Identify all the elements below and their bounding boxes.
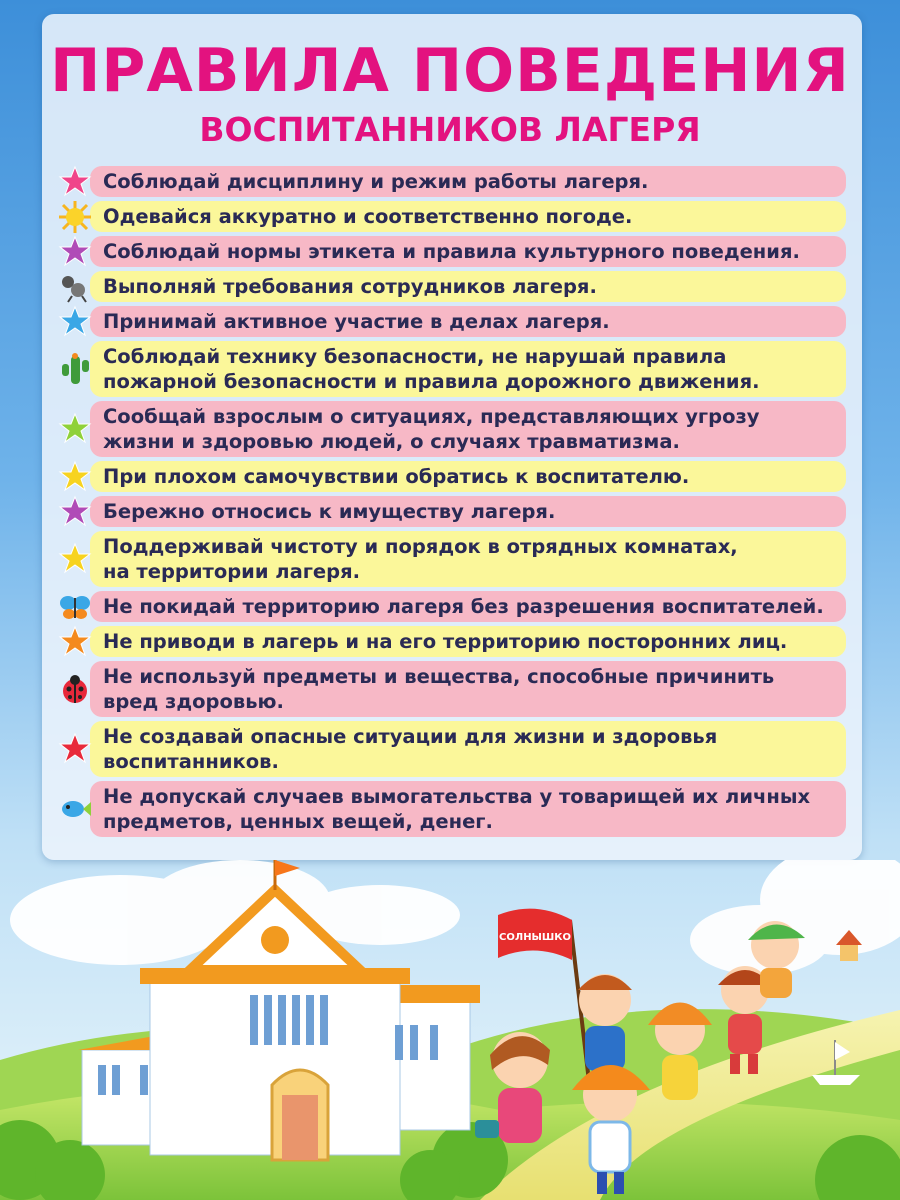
rule-text: Принимай активное участие в делах лагеря. (103, 310, 610, 333)
rule-text: Не покидай территорию лагеря без разрешения воспитателей. (103, 595, 824, 618)
green-star-icon (58, 412, 92, 446)
rule-text: вред здоровью. (103, 690, 284, 713)
rule-item (90, 721, 846, 777)
rule-text: Одевайся аккуратно и соответственно погоде. (103, 205, 633, 228)
rule-text: Не создавай опасные ситуации для жизни и здоровья (103, 725, 718, 748)
rule-item (90, 306, 846, 337)
rule-text: Поддерживай чистоту и порядок в отрядных комнатах, (103, 535, 738, 558)
rule-text: Соблюдай нормы этикета и правила культурного поведения. (103, 240, 800, 263)
rule-text: При плохом самочувствии обратись к воспитателю. (103, 465, 690, 488)
rule-item (90, 271, 846, 302)
yellow-star-icon (58, 542, 92, 576)
rule-text: на территории лагеря. (103, 560, 361, 583)
rule-item (90, 461, 846, 492)
orange-star-icon (58, 625, 92, 659)
purple-star-icon (58, 235, 92, 269)
cactus-icon (58, 352, 92, 386)
rule-text: Не приводи в лагерь и на его территорию посторонних лиц. (103, 630, 788, 653)
ladybug-icon (58, 672, 92, 706)
rule-item (90, 201, 846, 232)
poster-subtitle: ВОСПИТАННИКОВ ЛАГЕРЯ (199, 110, 701, 149)
blue-star-icon (58, 305, 92, 339)
sun-icon (58, 200, 92, 234)
rule-item (90, 496, 846, 527)
butterfly-icon (58, 590, 92, 624)
rule-item (90, 401, 846, 457)
red-star-icon (58, 732, 92, 766)
rule-item (90, 166, 846, 197)
rule-text: Соблюдай дисциплину и режим работы лагеря. (103, 170, 649, 193)
pink-star-icon (58, 165, 92, 199)
rule-text: Не используй предметы и вещества, способные причинить (103, 665, 775, 688)
rule-item (90, 591, 846, 622)
rule-text: Соблюдай технику безопасности, не нарушай правила (103, 345, 727, 368)
purple-star-icon (58, 495, 92, 529)
ant-icon (58, 270, 92, 304)
rule-text: предметов, ценных вещей, денег. (103, 810, 493, 833)
rule-text: воспитанников. (103, 750, 279, 773)
rule-text: жизни и здоровью людей, о случаях травматизма. (103, 430, 680, 453)
rule-text: Сообщай взрослым о ситуациях, представляющих угрозу (103, 405, 760, 428)
fish-icon (58, 792, 92, 826)
flag-label: СОЛНЫШКО (499, 932, 571, 943)
camp-scene-illustration (0, 860, 900, 1200)
rule-text: Выполняй требования сотрудников лагеря. (103, 275, 597, 298)
poster-title: ПРАВИЛА ПОВЕДЕНИЯ (50, 36, 850, 106)
rule-item (90, 661, 846, 717)
rule-item (90, 341, 846, 397)
rule-item (90, 626, 846, 657)
rule-text: Бережно относись к имуществу лагеря. (103, 500, 556, 523)
rule-text: Не допускай случаев вымогательства у товарищей их личных (103, 785, 811, 808)
rule-item (90, 236, 846, 267)
rule-item (90, 531, 846, 587)
rule-item (90, 781, 846, 837)
rule-text: пожарной безопасности и правила дорожного движения. (103, 370, 760, 393)
yellow-star-icon (58, 460, 92, 494)
